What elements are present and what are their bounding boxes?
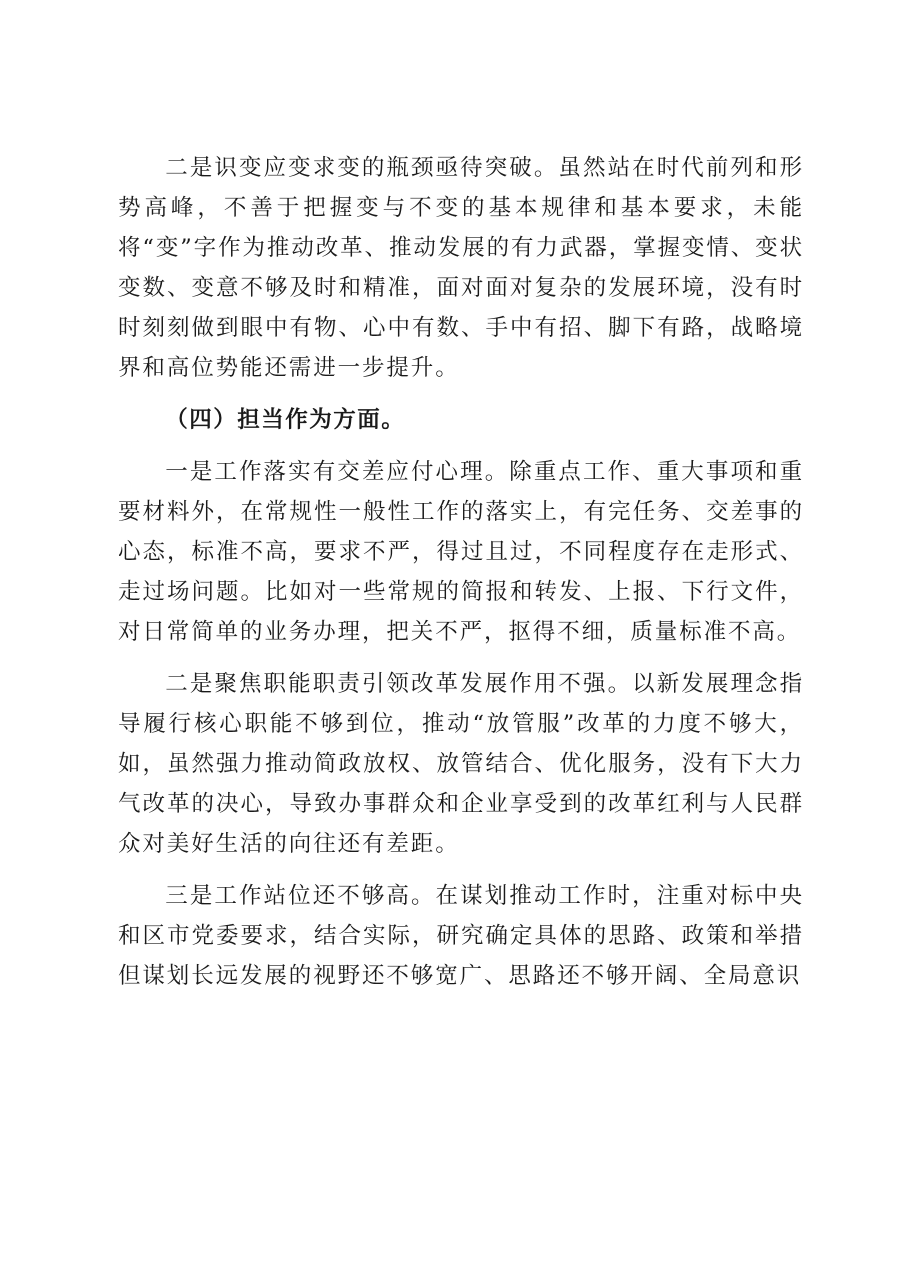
paragraph-identify-change: 二是识变应变求变的瓶颈亟待突破。虽然站在时代前列和形势高峰，不善于把握变与不变的基本规律和基本要求，未能将“变”字作为推动改革、推动发展的有力武器，掌握变情、变状变数、变意不够及时和精准，面对面对复杂的发展环境，没有时时刻刻做到眼中有物、心中有数、手中有招、脚下有路，战略境界和高位势能还需进一步提升。 [118, 155, 804, 381]
paragraph-work-standpoint: 三是工作站位还不够高。在谋划推动工作时，注重对标中央和区市党委要求，结合实际，研究确定具体的思路、政策和举措但谋划长远发展的视野还不够宽广、思路还不够开阔、全局意识 [118, 883, 804, 989]
section-heading-responsibility: （四）担当作为方面。 [165, 407, 406, 433]
document-body [118, 148, 804, 1008]
paragraph-work-implementation: 一是工作落实有交差应付心理。除重点工作、重大事项和重要材料外，在常规性一般性工作的落实上，有完任务、交差事的心态，标准不高，要求不严，得过且过，不同程度存在走形式、走过场问题。比如对一些常规的简报和转发、上报、下行文件，对日常简单的业务办理，把关不严，抠得不细，质量标准不高。 [118, 459, 804, 645]
paragraph-reform-leadership: 二是聚焦职能职责引领改革发展作用不强。以新发展理念指导履行核心职能不够到位，推动“放管服”改革的力度不够大，如，虽然强力推动简政放权、放管结合、优化服务，没有下大力气改革的决心，导致办事群众和企业享受到的改革红利与人民群众对美好生活的向往还有差距。 [118, 671, 804, 857]
